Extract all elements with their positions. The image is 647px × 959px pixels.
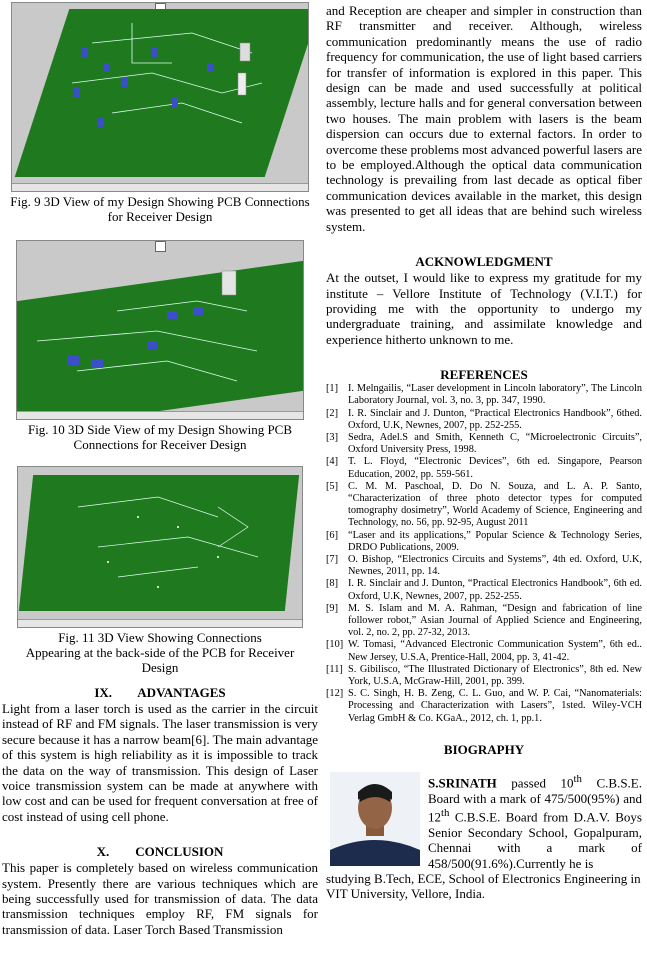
reference-number: [7]: [326, 553, 339, 565]
reference-item: [326, 664, 642, 688]
reference-number: [4]: [326, 456, 339, 468]
advantages-section: [2, 685, 318, 824]
reference-number: [8]: [326, 578, 339, 590]
figure-10-image: [16, 240, 304, 420]
reference-number: [12]: [326, 688, 344, 700]
reference-text: I. R. Sinclair and J. Dunton, “Practical Electronics Handbook”, 6thed. Oxford, U.K, Newnes, 2007, pp. 252-255.: [348, 407, 642, 431]
figure-9-caption: Fig. 9 3D View of my Design Showing PCB Connections for Receiver Design: [10, 194, 310, 224]
reference-number: [1]: [326, 383, 339, 395]
biography-section: [326, 742, 642, 902]
viewer-status-bar: [18, 619, 302, 627]
reference-number: [10]: [326, 639, 344, 651]
reference-item: [326, 432, 642, 456]
references-heading: REFERENCES: [440, 367, 528, 383]
reference-text: “Laser and its applications,” Popular Science & Technology Series, DRDO Publications, 2009.: [348, 529, 642, 553]
advantages-heading: IX. ADVANTAGES: [94, 685, 226, 700]
reference-number: [2]: [326, 407, 339, 419]
conclusion-heading: X. CONCLUSION: [96, 844, 224, 860]
reference-item: [326, 578, 642, 602]
acknowledgment-text: At the outset, I would like to express my gratitude for my institute – Vellore Institute of Technology (V.I.T.) for providing me with the opportunity to undergo my undergraduate training, and assimilate knowledge and experience hitherto unknown to me.: [326, 270, 642, 347]
reference-text: T. L. Floyd, “Electronic Devices”, 6th ed. Singapore, Pearson Education, 2002, pp. 559-561.: [348, 456, 642, 480]
figure-10-caption: Fig. 10 3D Side View of my Design Showing PCB Connections for Receiver Design: [27, 422, 293, 452]
figure-11: [2, 466, 318, 675]
reference-item: [326, 530, 642, 554]
references-section: [326, 367, 642, 725]
reference-item: [326, 481, 642, 530]
reference-number: [5]: [326, 480, 339, 492]
references-list: [326, 383, 642, 725]
reference-number: [6]: [326, 529, 339, 541]
biography-heading: BIOGRAPHY: [443, 741, 525, 757]
biography-text: S.SRINATH passed 10th C.B.S.E. Board with a mark of 475/500(95%) and 12th C.B.S.E. Board from D.A.V. Boys Senior Secondary School, Gopalpuram, Chennai with a mark of 458/500(91.6%).Currently he is: [428, 772, 642, 871]
pcb-traces-fig11: [18, 467, 302, 627]
pcb-traces-fig9: [12, 3, 308, 191]
reference-text: I. Melngailis, “Laser development in Lincoln laboratory”, The Lincoln Laboratory Journal, vol. 3, no. 3, pp. 347, 1990.: [348, 383, 642, 407]
reference-text: O. Bishop, “Electronics Circuits and Systems”, 4th ed. Oxford, U.K, Newnes, 2011, pp. 14.: [348, 553, 642, 578]
pcb-traces-fig10: [17, 241, 303, 419]
reference-text: W. Tomasi, “Advanced Electronic Communication System”, 6th ed.. New Jersey, U.S.A, Prentice-Hall, 2004, pp. 3, 41-42.: [348, 639, 642, 663]
figure-11-image: [17, 466, 303, 628]
reference-text: I. R. Sinclair and J. Dunton, “Practical Electronics Handbook”, 6th ed. Oxford, U.K, Newnes, 2007, pp. 252-255.: [348, 578, 642, 602]
reference-number: [9]: [326, 602, 339, 614]
figure-9: [2, 2, 318, 224]
acknowledgment-section: [326, 254, 642, 347]
reference-text: C. M. M. Paschoal, D. Do N. Souza, and L. A. P. Santo, “Characterization of three photo detector types for computed tomography dosimetry”, World Academy of Science, Engineering and Technology, no. 56, pp. 92-95, August 2011: [348, 480, 642, 529]
biography-text-continued: studying B.Tech, ECE, School of Electronics Engineering in VIT University, Vellore, India.: [326, 870, 641, 902]
conclusion-text-left: This paper is completely based on wireless communication system. Presently there are various techniques which are being successfully used for transmission of data. The data transmission techniques employ RF, FM signals for transmission of data. Laser Torch Based Transmission: [2, 860, 318, 937]
reference-text: S. C. Singh, H. B. Zeng, C. L. Guo, and W. P. Cai, “Nanomaterials: Processing and Characterization with Lasers”, 1sted. Wiley-VCH Verlag GmbH & Co. KGaA., 2012, ch. 1, pp.1.: [348, 688, 642, 724]
reference-item: [326, 554, 642, 578]
reference-number: [11]: [326, 663, 343, 675]
author-portrait-icon: [330, 772, 420, 866]
figure-11-caption: Fig. 11 3D View Showing Connections Appearing at the back-side of the PCB for Receiver Design: [25, 630, 295, 675]
right-column: [326, 0, 642, 902]
reference-item: [326, 603, 642, 640]
conclusion-section: [2, 844, 318, 937]
reference-text: M. S. Islam and M. A. Rahman, “Design and fabrication of line follower robot,” Asian Journal of Applied Science and Engineering, vol. 2, no. 2, pp. 27-32, 2013.: [348, 602, 642, 639]
viewer-status-bar: [12, 183, 308, 191]
reference-item: [326, 383, 642, 407]
author-photo: [330, 772, 420, 866]
conclusion-text-right: and Reception are cheaper and simpler in construction than RF transmitter and receiver. Although, wireless communication predominantly means the use of radio frequency for communication, the use of light based carriers for transfer of information is explored in this paper. This design can be made and used successfully at political assembly, lecture halls and for general conversation between two houses. The main problem with lasers is the beam dispersion can occurs due to external factors. In order to overcome these problems most advanced powerful lasers are to be employed.Although the optical data communication technology is prevailing from last decade as optical fiber communication devices available in the market, this design was presented to get all ideas that are behind such wireless system.: [326, 3, 642, 234]
figure-10: [2, 240, 318, 452]
left-column: [2, 0, 318, 937]
reference-item: [326, 688, 642, 725]
reference-text: Sedra, Adel.S and Smith, Kenneth C, “Microelectronic Circuits”, Oxford University Press, 1998.: [348, 431, 642, 456]
figure-9-image: [11, 2, 309, 192]
reference-item: [326, 408, 642, 432]
author-name: S.SRINATH: [428, 775, 497, 791]
reference-item: [326, 639, 642, 663]
advantages-text: Light from a laser torch is used as the carrier in the circuit instead of RF and FM signals. The laser transmission is very secure because it has a narrow beam[6]. The main advantage of this system is high reliability as it is impossible to track the data on the way of transmission. This design of Laser voice transmission system can be made at anywhere with low cost and can be used for frequent conversation at free of cost instead of using cell phone.: [2, 701, 318, 824]
viewer-status-bar: [17, 411, 303, 419]
reference-item: [326, 456, 642, 480]
reference-text: S. Gibilisco, “The Illustrated Dictionary of Electronics”, 8th ed. New York, U.S.A, McGraw-Hill, 2001, pp. 399.: [348, 663, 642, 687]
reference-number: [3]: [326, 431, 339, 443]
acknowledgment-heading: ACKNOWLEDGMENT: [415, 254, 553, 270]
